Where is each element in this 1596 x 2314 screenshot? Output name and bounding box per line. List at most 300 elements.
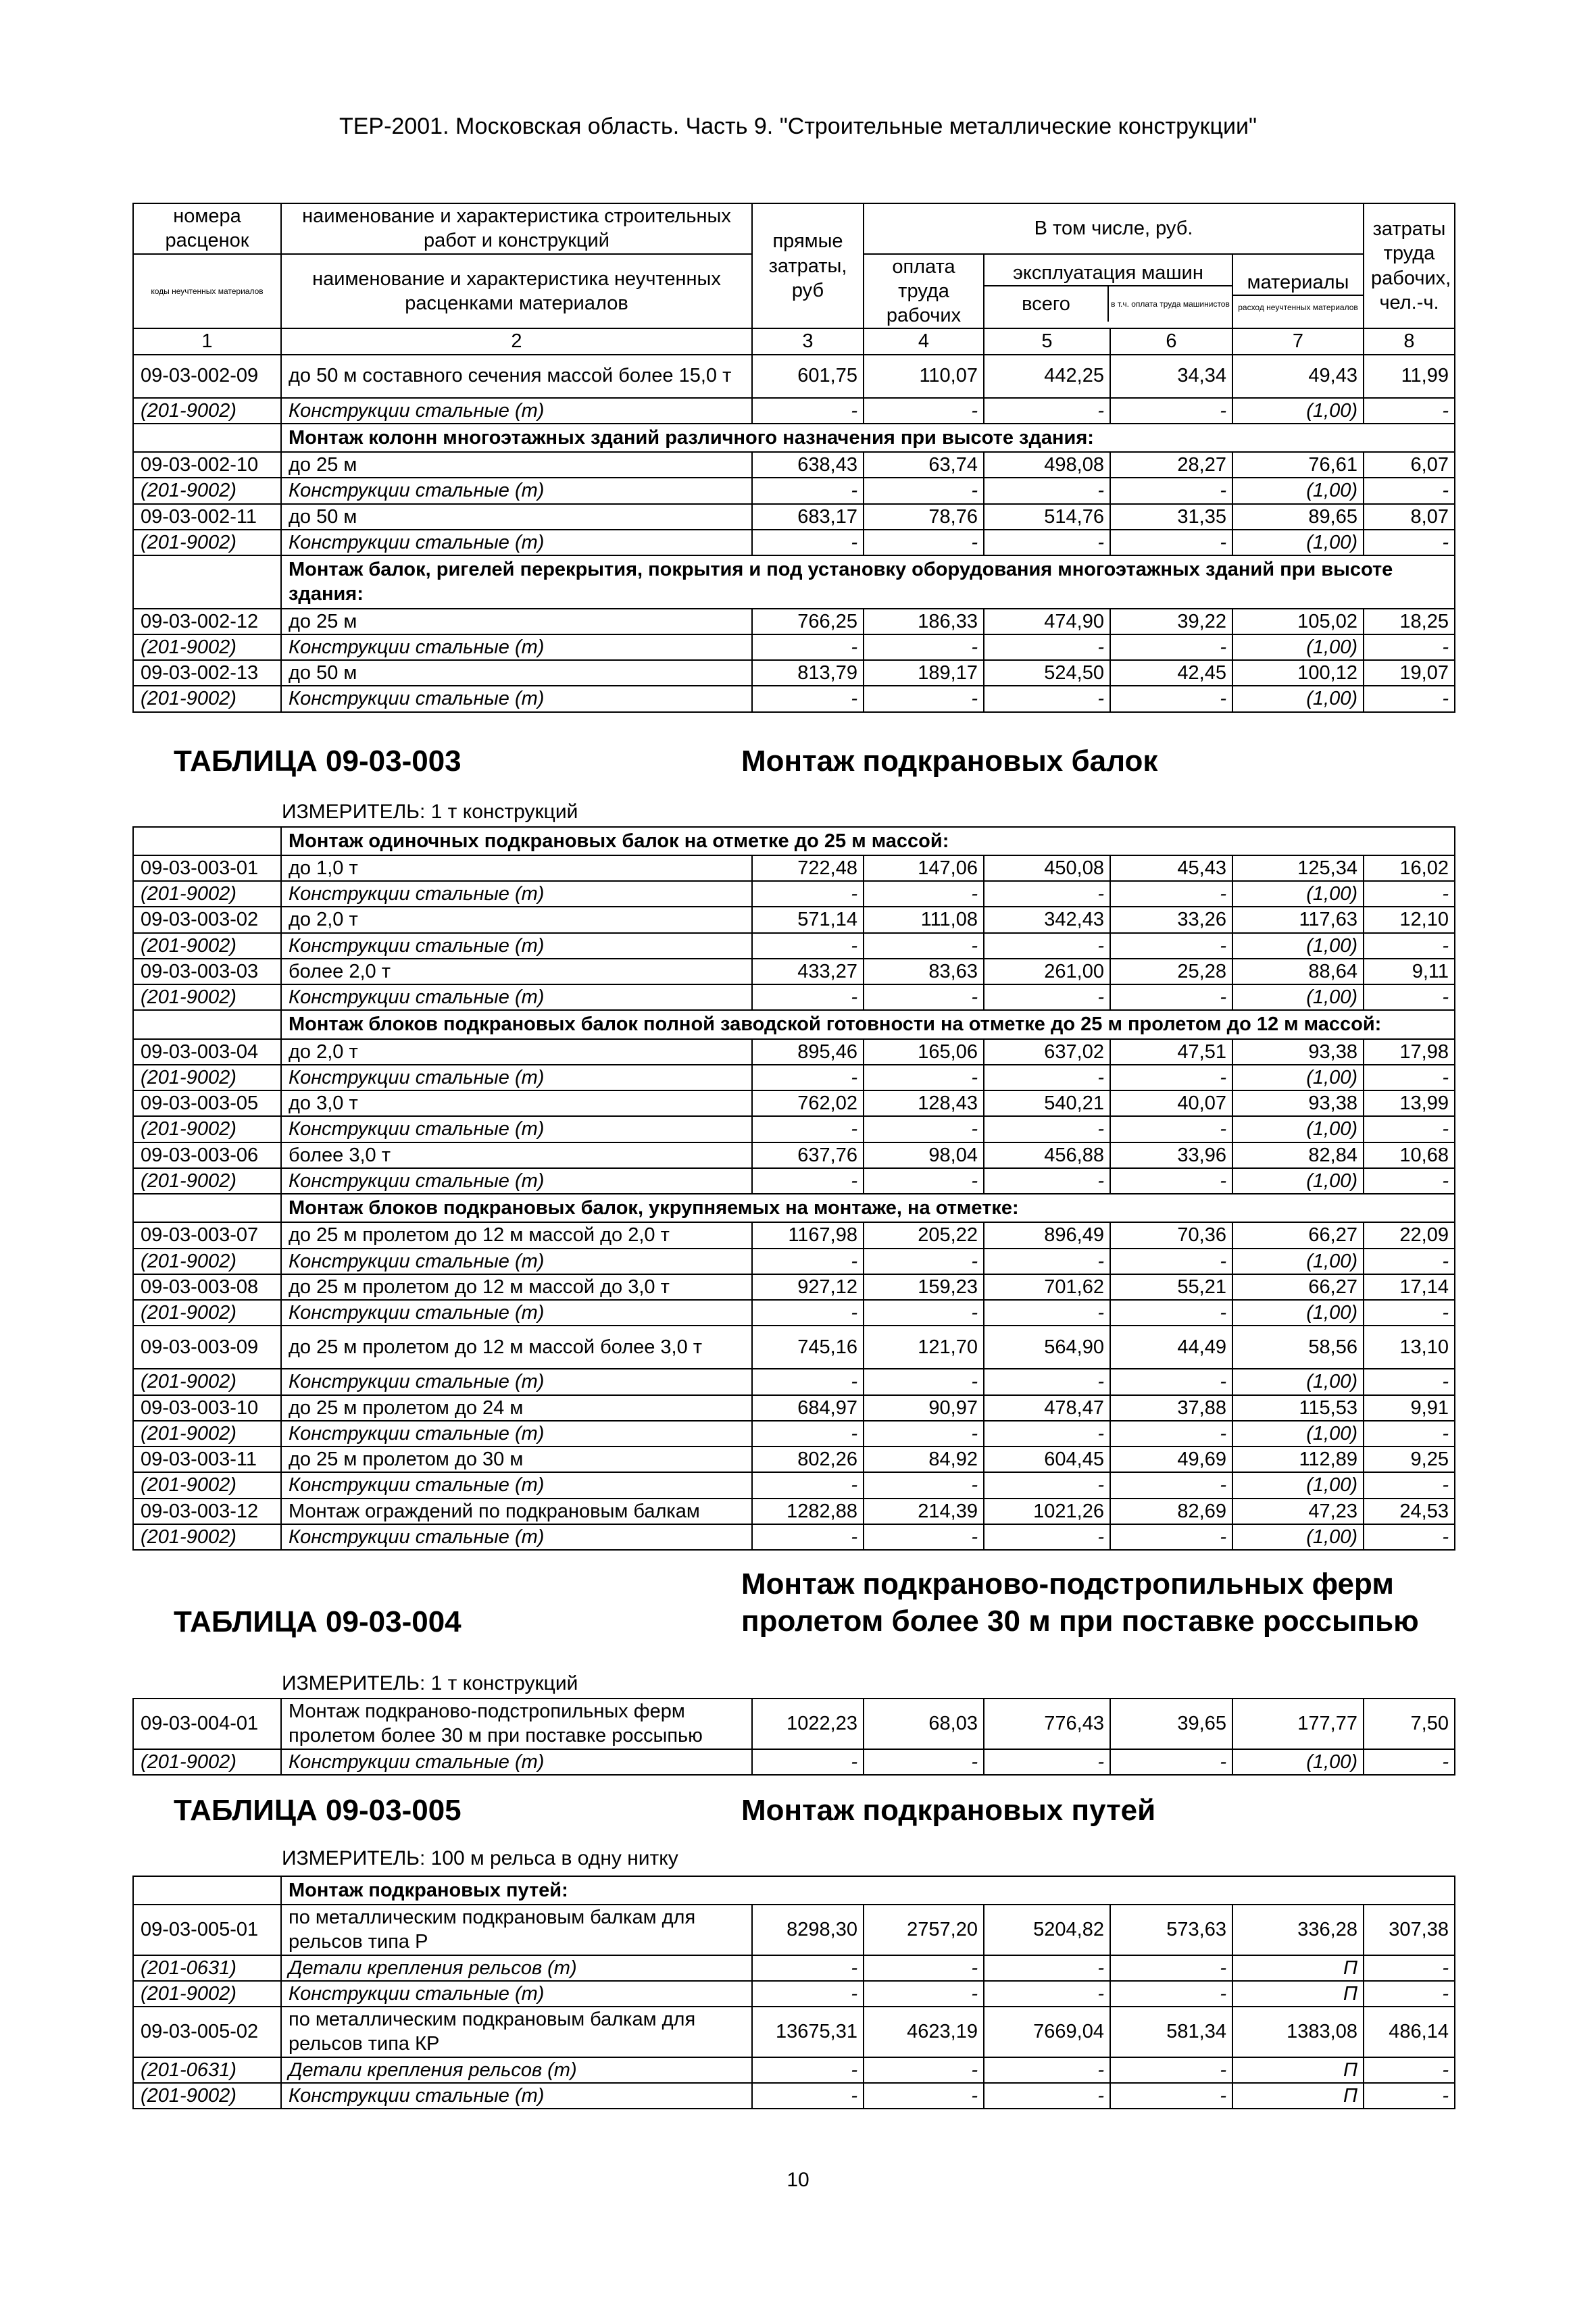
rate-code: 09-03-002-09 — [133, 355, 281, 398]
materials-cell: (1,00) — [1232, 1116, 1364, 1142]
machines-total-cell: 701,62 — [984, 1274, 1110, 1300]
machines-total-cell: 442,25 — [984, 355, 1110, 398]
wages-cell: - — [864, 1524, 984, 1550]
rate-row — [133, 1274, 1455, 1300]
machines-total-cell: 524,50 — [984, 660, 1110, 686]
machines-total-cell: 450,08 — [984, 855, 1110, 881]
operator-wages-cell: - — [1110, 1369, 1232, 1394]
work-name: более 3,0 т — [281, 1142, 752, 1168]
wages-cell: 128,43 — [864, 1090, 984, 1116]
measure-unit: ИЗМЕРИТЕЛЬ: 1 т конструкций — [282, 1672, 578, 1694]
rate-code: 09-03-005-02 — [133, 2007, 281, 2057]
material-row — [133, 634, 1455, 660]
labor-hours-cell: 6,07 — [1364, 452, 1455, 478]
wages-cell: - — [864, 881, 984, 907]
direct-cost-cell: 895,46 — [752, 1039, 864, 1065]
work-name: по металлическим подкрановым балкам для рельсов типа КР — [281, 2007, 752, 2057]
wages-cell: - — [864, 1369, 984, 1394]
operator-wages-cell: 39,65 — [1110, 1699, 1232, 1749]
operator-wages-cell: - — [1110, 984, 1232, 1010]
machines-total-cell: - — [984, 984, 1110, 1010]
table-005-body — [133, 1876, 1455, 2109]
labor-hours-cell: 13,99 — [1364, 1090, 1455, 1116]
direct-cost-cell: 571,14 — [752, 907, 864, 932]
rate-code: 09-03-005-01 — [133, 1905, 281, 1955]
header-col4: оплата труда рабочих — [864, 254, 984, 329]
wages-cell: - — [864, 1168, 984, 1194]
machines-total-cell: - — [984, 1472, 1110, 1498]
material-name: Конструкции стальные (т) — [281, 1249, 752, 1274]
material-code: (201-0631) — [133, 2057, 281, 2083]
work-name: до 2,0 т — [281, 1039, 752, 1065]
work-name: до 25 м — [281, 609, 752, 634]
rate-row — [133, 660, 1455, 686]
rate-row — [133, 355, 1455, 398]
material-code: (201-9002) — [133, 1249, 281, 1274]
material-name: Конструкции стальные (т) — [281, 1472, 752, 1498]
rate-row — [133, 1039, 1455, 1065]
table-heading — [133, 712, 1455, 827]
labor-hours-cell: 307,38 — [1364, 1905, 1455, 1955]
machines-total-cell: 498,08 — [984, 452, 1110, 478]
labor-hours-cell: 22,09 — [1364, 1222, 1455, 1248]
operator-wages-cell: 47,51 — [1110, 1039, 1232, 1065]
work-name: до 50 м составного сечения массой более 15,0 т — [281, 355, 752, 398]
machines-total-cell: - — [984, 881, 1110, 907]
operator-wages-cell: 34,34 — [1110, 355, 1232, 398]
operator-wages-cell: - — [1110, 2083, 1232, 2109]
materials-cell: 93,38 — [1232, 1039, 1364, 1065]
direct-cost-cell: 745,16 — [752, 1326, 864, 1369]
machines-total-cell: - — [984, 478, 1110, 503]
header-col3: прямые затраты, руб — [752, 203, 864, 328]
labor-hours-cell: - — [1364, 1524, 1455, 1550]
wages-cell: 165,06 — [864, 1039, 984, 1065]
rate-code: 09-03-003-11 — [133, 1447, 281, 1472]
machines-total-cell: 540,21 — [984, 1090, 1110, 1116]
header-col1-top: номера расценок — [133, 203, 281, 254]
material-code: (201-9002) — [133, 1116, 281, 1142]
labor-hours-cell: - — [1364, 2057, 1455, 2083]
machines-total-cell: - — [984, 1524, 1110, 1550]
materials-cell: (1,00) — [1232, 686, 1364, 711]
header-col2-top: наименование и характеристика строительных работ и конструкций — [281, 203, 752, 254]
labor-hours-cell: 24,53 — [1364, 1499, 1455, 1524]
wages-cell: 205,22 — [864, 1222, 984, 1248]
material-row — [133, 398, 1455, 424]
work-name: до 1,0 т — [281, 855, 752, 881]
work-name: до 25 м пролетом до 12 м массой до 3,0 т — [281, 1274, 752, 1300]
rates-table — [132, 203, 1455, 2109]
materials-cell: 117,63 — [1232, 907, 1364, 932]
header-machines-label: эксплуатация машин — [984, 261, 1232, 286]
machines-total-cell: - — [984, 1369, 1110, 1394]
labor-hours-cell: - — [1364, 530, 1455, 555]
material-name: Конструкции стальные (т) — [281, 2083, 752, 2109]
materials-cell: (1,00) — [1232, 1249, 1364, 1274]
material-row — [133, 1472, 1455, 1498]
machines-total-cell: - — [984, 1749, 1110, 1775]
header-col1-bottom: коды неучтенных материалов — [133, 254, 281, 329]
rate-code: 09-03-002-10 — [133, 452, 281, 478]
direct-cost-cell: - — [752, 2057, 864, 2083]
operator-wages-cell: 31,35 — [1110, 504, 1232, 530]
wages-cell: 83,63 — [864, 959, 984, 984]
wages-cell: - — [864, 1749, 984, 1775]
materials-cell: 58,56 — [1232, 1326, 1364, 1369]
table-004-body — [133, 1699, 1455, 1775]
rate-row — [133, 907, 1455, 932]
machines-total-cell: 604,45 — [984, 1447, 1110, 1472]
direct-cost-cell: 683,17 — [752, 504, 864, 530]
caption-spacer — [133, 1876, 281, 1905]
rate-row — [133, 1222, 1455, 1248]
material-name: Конструкции стальные (т) — [281, 1369, 752, 1394]
operator-wages-cell: - — [1110, 686, 1232, 711]
material-row — [133, 686, 1455, 711]
operator-wages-cell: - — [1110, 634, 1232, 660]
rate-code: 09-03-003-08 — [133, 1274, 281, 1300]
work-name: до 25 м пролетом до 30 м — [281, 1447, 752, 1472]
section-caption-row — [133, 1876, 1455, 1905]
caption-spacer — [133, 555, 281, 609]
operator-wages-cell: 33,26 — [1110, 907, 1232, 932]
rate-row — [133, 1090, 1455, 1116]
page-title: ТЕР-2001. Московская область. Часть 9. "Строительные металлические конструкции" — [339, 114, 1257, 139]
direct-cost-cell: - — [752, 1955, 864, 1981]
header-materials-label: материалы — [1233, 270, 1363, 296]
operator-wages-cell: - — [1110, 1065, 1232, 1090]
wages-cell: 214,39 — [864, 1499, 984, 1524]
rate-code: 09-03-003-07 — [133, 1222, 281, 1248]
direct-cost-cell: 638,43 — [752, 452, 864, 478]
work-name: Монтаж ограждений по подкрановым балкам — [281, 1499, 752, 1524]
materials-cell: (1,00) — [1232, 1065, 1364, 1090]
machines-total-cell: 514,76 — [984, 504, 1110, 530]
wages-cell: 110,07 — [864, 355, 984, 398]
column-number: 3 — [752, 328, 864, 354]
material-code: (201-9002) — [133, 933, 281, 959]
wages-cell: - — [864, 984, 984, 1010]
rate-code: 09-03-002-12 — [133, 609, 281, 634]
wages-cell: - — [864, 530, 984, 555]
materials-cell: П — [1232, 1981, 1364, 2007]
labor-hours-cell: - — [1364, 1981, 1455, 2007]
machines-total-cell: - — [984, 634, 1110, 660]
materials-cell: 112,89 — [1232, 1447, 1364, 1472]
wages-cell: 68,03 — [864, 1699, 984, 1749]
wages-cell: 78,76 — [864, 504, 984, 530]
direct-cost-cell: - — [752, 2083, 864, 2109]
operator-wages-cell: 82,69 — [1110, 1499, 1232, 1524]
materials-cell: 89,65 — [1232, 504, 1364, 530]
material-row — [133, 1981, 1455, 2007]
rate-code: 09-03-002-13 — [133, 660, 281, 686]
column-number: 4 — [864, 328, 984, 354]
machines-total-cell: 5204,82 — [984, 1905, 1110, 1955]
rate-code: 09-03-004-01 — [133, 1699, 281, 1749]
machines-total-cell: - — [984, 1168, 1110, 1194]
machines-total-cell: - — [984, 933, 1110, 959]
rate-row — [133, 1395, 1455, 1421]
work-name: до 3,0 т — [281, 1090, 752, 1116]
labor-hours-cell: - — [1364, 1168, 1455, 1194]
material-name: Конструкции стальные (т) — [281, 1168, 752, 1194]
materials-cell: 66,27 — [1232, 1274, 1364, 1300]
direct-cost-cell: 637,76 — [752, 1142, 864, 1168]
page-number: 10 — [787, 2169, 809, 2191]
rate-row — [133, 1447, 1455, 1472]
rate-row — [133, 959, 1455, 984]
work-name: до 50 м — [281, 660, 752, 686]
operator-wages-cell: - — [1110, 881, 1232, 907]
direct-cost-cell: 684,97 — [752, 1395, 864, 1421]
materials-cell: (1,00) — [1232, 1524, 1364, 1550]
wages-cell: 147,06 — [864, 855, 984, 881]
materials-cell: (1,00) — [1232, 881, 1364, 907]
wages-cell: 2757,20 — [864, 1905, 984, 1955]
material-row — [133, 1065, 1455, 1090]
machines-total-cell: - — [984, 1955, 1110, 1981]
material-name: Конструкции стальные (т) — [281, 1421, 752, 1447]
wages-cell: - — [864, 634, 984, 660]
materials-cell: 82,84 — [1232, 1142, 1364, 1168]
direct-cost-cell: - — [752, 1981, 864, 2007]
direct-cost-cell: 762,02 — [752, 1090, 864, 1116]
materials-cell: 93,38 — [1232, 1090, 1364, 1116]
wages-cell: - — [864, 478, 984, 503]
materials-cell: (1,00) — [1232, 1421, 1364, 1447]
labor-hours-cell: - — [1364, 1369, 1455, 1394]
table-003-body — [133, 827, 1455, 1551]
direct-cost-cell: 722,48 — [752, 855, 864, 881]
wages-cell: - — [864, 1955, 984, 1981]
header-col5: всего — [984, 286, 1109, 322]
direct-cost-cell: 1167,98 — [752, 1222, 864, 1248]
caption-spacer — [133, 424, 281, 452]
material-name: Конструкции стальные (т) — [281, 984, 752, 1010]
work-name: до 25 м — [281, 452, 752, 478]
work-name: по металлическим подкрановым балкам для рельсов типа Р — [281, 1905, 752, 1955]
column-number: 6 — [1110, 328, 1232, 354]
labor-hours-cell: - — [1364, 686, 1455, 711]
machines-total-cell: 896,49 — [984, 1222, 1110, 1248]
direct-cost-cell: 766,25 — [752, 609, 864, 634]
material-row — [133, 530, 1455, 555]
rate-code: 09-03-003-09 — [133, 1326, 281, 1369]
rate-row — [133, 1905, 1455, 1955]
section-caption: Монтаж одиночных подкрановых балок на отметке до 25 м массой: — [281, 827, 1455, 855]
material-code: (201-0631) — [133, 1955, 281, 1981]
machines-total-cell: - — [984, 2083, 1110, 2109]
rate-code: 09-03-003-04 — [133, 1039, 281, 1065]
labor-hours-cell: 9,91 — [1364, 1395, 1455, 1421]
direct-cost-cell: - — [752, 881, 864, 907]
table-header — [133, 203, 1455, 355]
labor-hours-cell: 9,25 — [1364, 1447, 1455, 1472]
materials-cell: 177,77 — [1232, 1699, 1364, 1749]
column-number: 8 — [1364, 328, 1455, 354]
machines-total-cell: - — [984, 398, 1110, 424]
operator-wages-cell: - — [1110, 2057, 1232, 2083]
work-name: до 2,0 т — [281, 907, 752, 932]
wages-cell: - — [864, 1421, 984, 1447]
header-col2-bottom: наименование и характеристика неучтенных расценками материалов — [281, 254, 752, 329]
machines-total-cell: 474,90 — [984, 609, 1110, 634]
direct-cost-cell: - — [752, 1369, 864, 1394]
operator-wages-cell: - — [1110, 478, 1232, 503]
operator-wages-cell: 45,43 — [1110, 855, 1232, 881]
operator-wages-cell: - — [1110, 530, 1232, 555]
table-005-heading — [133, 1775, 1455, 1876]
wages-cell: - — [864, 1065, 984, 1090]
rate-code: 09-03-003-06 — [133, 1142, 281, 1168]
labor-hours-cell: - — [1364, 1472, 1455, 1498]
materials-cell: (1,00) — [1232, 1300, 1364, 1326]
column-number: 1 — [133, 328, 281, 354]
operator-wages-cell: 44,49 — [1110, 1326, 1232, 1369]
materials-cell: П — [1232, 2083, 1364, 2109]
wages-cell: 98,04 — [864, 1142, 984, 1168]
rate-row — [133, 452, 1455, 478]
machines-total-cell: 261,00 — [984, 959, 1110, 984]
material-name: Конструкции стальные (т) — [281, 634, 752, 660]
material-name: Конструкции стальные (т) — [281, 1300, 752, 1326]
wages-cell: - — [864, 1981, 984, 2007]
material-row — [133, 1249, 1455, 1274]
column-number-row — [133, 328, 1455, 354]
materials-cell: 1383,08 — [1232, 2007, 1364, 2057]
operator-wages-cell: - — [1110, 933, 1232, 959]
labor-hours-cell: - — [1364, 881, 1455, 907]
materials-cell: (1,00) — [1232, 530, 1364, 555]
material-row — [133, 1955, 1455, 1981]
table-name: ТАБЛИЦА 09-03-004 — [174, 1605, 462, 1638]
header-col7: расход неучтенных материалов — [1238, 302, 1358, 312]
materials-cell: (1,00) — [1232, 634, 1364, 660]
labor-hours-cell: - — [1364, 984, 1455, 1010]
material-row — [133, 1749, 1455, 1775]
rate-code: 09-03-003-05 — [133, 1090, 281, 1116]
direct-cost-cell: 13675,31 — [752, 2007, 864, 2057]
material-code: (201-9002) — [133, 1300, 281, 1326]
wages-cell: - — [864, 1472, 984, 1498]
materials-cell: (1,00) — [1232, 1369, 1364, 1394]
direct-cost-cell: - — [752, 478, 864, 503]
table-title: Монтаж подкраново-подстропильных ферм пролетом более 30 м при поставке россыпью — [741, 1567, 1419, 1638]
labor-hours-cell: - — [1364, 398, 1455, 424]
caption-spacer — [133, 1010, 281, 1038]
wages-cell: 189,17 — [864, 660, 984, 686]
labor-hours-cell: 7,50 — [1364, 1699, 1455, 1749]
materials-cell: 49,43 — [1232, 355, 1364, 398]
machines-total-cell: 456,88 — [984, 1142, 1110, 1168]
direct-cost-cell: - — [752, 530, 864, 555]
labor-hours-cell: 18,25 — [1364, 609, 1455, 634]
rate-row — [133, 1499, 1455, 1524]
labor-hours-cell: 8,07 — [1364, 504, 1455, 530]
materials-cell: 336,28 — [1232, 1905, 1364, 1955]
machines-total-cell: - — [984, 2057, 1110, 2083]
header-group: В том числе, руб. — [864, 203, 1364, 254]
direct-cost-cell: - — [752, 1749, 864, 1775]
machines-total-cell: 342,43 — [984, 907, 1110, 932]
direct-cost-cell: - — [752, 1249, 864, 1274]
materials-cell: П — [1232, 2057, 1364, 2083]
wages-cell: - — [864, 2057, 984, 2083]
direct-cost-cell: - — [752, 686, 864, 711]
labor-hours-cell: 9,11 — [1364, 959, 1455, 984]
measure-unit: ИЗМЕРИТЕЛЬ: 100 м рельса в одну нитку — [282, 1846, 678, 1869]
wages-cell: - — [864, 2083, 984, 2109]
operator-wages-cell: - — [1110, 1749, 1232, 1775]
operator-wages-cell: 40,07 — [1110, 1090, 1232, 1116]
labor-hours-cell: - — [1364, 1421, 1455, 1447]
machines-total-cell: 776,43 — [984, 1699, 1110, 1749]
operator-wages-cell: - — [1110, 1300, 1232, 1326]
operator-wages-cell: 581,34 — [1110, 2007, 1232, 2057]
materials-cell: 76,61 — [1232, 452, 1364, 478]
labor-hours-cell: - — [1364, 2083, 1455, 2109]
operator-wages-cell: - — [1110, 1981, 1232, 2007]
material-row — [133, 984, 1455, 1010]
table-004-heading — [133, 1550, 1455, 1699]
materials-cell: 88,64 — [1232, 959, 1364, 984]
materials-cell: (1,00) — [1232, 478, 1364, 503]
labor-hours-cell: - — [1364, 1249, 1455, 1274]
wages-cell: 4623,19 — [864, 2007, 984, 2057]
rate-row — [133, 609, 1455, 634]
operator-wages-cell: 25,28 — [1110, 959, 1232, 984]
material-row — [133, 881, 1455, 907]
operator-wages-cell: 37,88 — [1110, 1395, 1232, 1421]
material-row — [133, 2083, 1455, 2109]
direct-cost-cell: - — [752, 984, 864, 1010]
materials-cell: 47,23 — [1232, 1499, 1364, 1524]
wages-cell: 111,08 — [864, 907, 984, 932]
direct-cost-cell: 813,79 — [752, 660, 864, 686]
caption-spacer — [133, 827, 281, 855]
material-row — [133, 933, 1455, 959]
labor-hours-cell: - — [1364, 478, 1455, 503]
material-name: Конструкции стальные (т) — [281, 686, 752, 711]
header-machines — [984, 254, 1232, 329]
labor-hours-cell: 486,14 — [1364, 2007, 1455, 2057]
section-caption-row — [133, 555, 1455, 609]
material-code: (201-9002) — [133, 984, 281, 1010]
material-name: Конструкции стальные (т) — [281, 398, 752, 424]
direct-cost-cell: - — [752, 1472, 864, 1498]
direct-cost-cell: - — [752, 1168, 864, 1194]
machines-total-cell: 7669,04 — [984, 2007, 1110, 2057]
work-name: до 25 м пролетом до 24 м — [281, 1395, 752, 1421]
material-code: (201-9002) — [133, 1369, 281, 1394]
section-caption: Монтаж блоков подкрановых балок полной заводской готовности на отметке до 25 м пролетом до 12 м массой: — [281, 1010, 1455, 1038]
material-name: Детали крепления рельсов (т) — [281, 1955, 752, 1981]
labor-hours-cell: - — [1364, 933, 1455, 959]
operator-wages-cell: 39,22 — [1110, 609, 1232, 634]
rate-row — [133, 1326, 1455, 1369]
section-caption-row — [133, 424, 1455, 452]
material-code: (201-9002) — [133, 1421, 281, 1447]
operator-wages-cell: - — [1110, 1524, 1232, 1550]
materials-cell: П — [1232, 1955, 1364, 1981]
header-materials — [1232, 254, 1364, 329]
wages-cell: - — [864, 933, 984, 959]
operator-wages-cell: 55,21 — [1110, 1274, 1232, 1300]
materials-cell: 105,02 — [1232, 609, 1364, 634]
labor-hours-cell: 16,02 — [1364, 855, 1455, 881]
